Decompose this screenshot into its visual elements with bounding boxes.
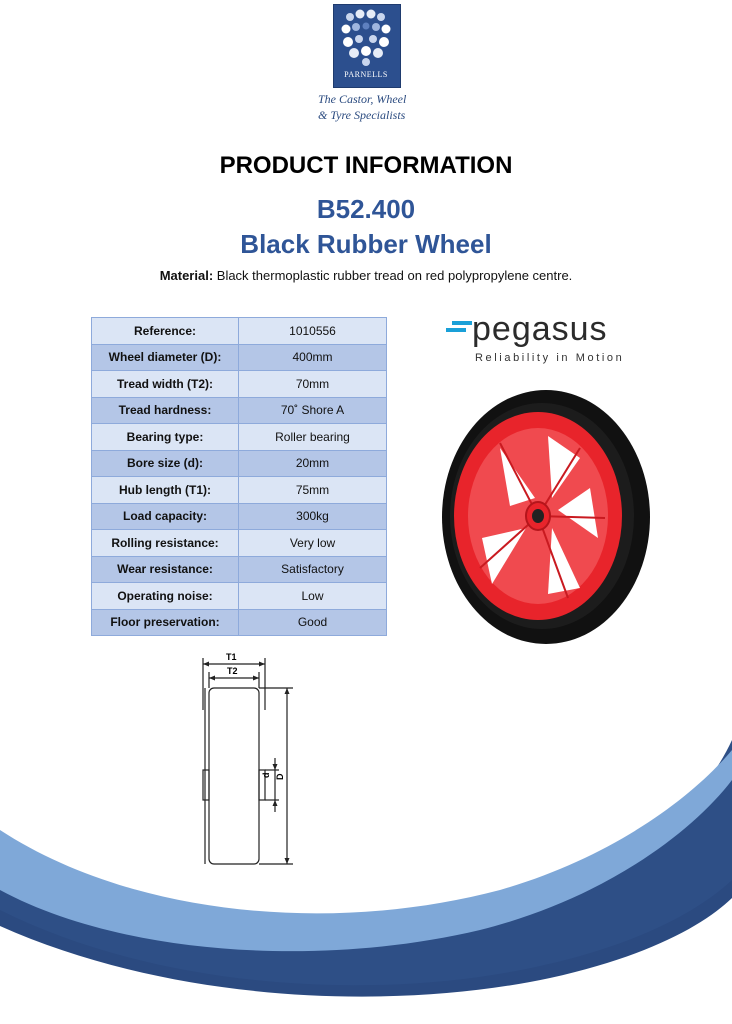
spec-value: 300kg <box>239 503 387 530</box>
pegasus-brand: pegasus <box>472 310 608 348</box>
wheel-image <box>440 388 652 646</box>
spec-value: Satisfactory <box>239 556 387 583</box>
footer-waves <box>0 740 732 1024</box>
spec-key: Rolling resistance: <box>92 530 239 557</box>
spec-value: Very low <box>239 530 387 557</box>
label-d-large: D <box>275 773 285 780</box>
label-t2: T2 <box>227 666 238 676</box>
label-t1: T1 <box>226 652 237 662</box>
spec-key: Load capacity: <box>92 503 239 530</box>
spec-row <box>92 583 387 610</box>
spec-key: Tread width (T2): <box>92 371 239 398</box>
spec-row <box>92 344 387 371</box>
spec-value: 400mm <box>239 344 387 371</box>
spec-key: Wear resistance: <box>92 556 239 583</box>
spec-row <box>92 556 387 583</box>
spec-row <box>92 530 387 557</box>
spec-row <box>92 450 387 477</box>
pegasus-logo-icon <box>446 318 472 340</box>
material-label: Material: <box>159 268 214 283</box>
spec-row <box>92 371 387 398</box>
spec-key: Reference: <box>92 318 239 345</box>
spec-key: Bore size (d): <box>92 450 239 477</box>
spec-row <box>92 397 387 424</box>
spec-key: Hub length (T1): <box>92 477 239 504</box>
spec-value: 20mm <box>239 450 387 477</box>
tagline-line-2: & Tyre Specialists <box>318 108 406 122</box>
logo-name: PARNELLS <box>344 70 388 79</box>
spec-value: Good <box>239 609 387 636</box>
spec-key: Floor preservation: <box>92 609 239 636</box>
pegasus-slogan: Reliability in Motion <box>475 352 625 364</box>
tagline-line-1: The Castor, Wheel <box>318 92 407 106</box>
spec-key: Tread hardness: <box>92 397 239 424</box>
spec-row <box>92 609 387 636</box>
spec-row <box>92 477 387 504</box>
product-code: B52.400 <box>316 194 416 224</box>
spec-value: Low <box>239 583 387 610</box>
spec-table <box>91 317 387 636</box>
spec-value: 70˚ Shore A <box>239 397 387 424</box>
spec-row <box>92 503 387 530</box>
spec-value: 70mm <box>239 371 387 398</box>
spec-row <box>92 318 387 345</box>
spec-key: Bearing type: <box>92 424 239 451</box>
spec-value: Roller bearing <box>239 424 387 451</box>
material-line <box>0 268 732 283</box>
material-text: Black thermoplastic rubber tread on red polypropylene centre. <box>213 268 573 283</box>
page-title: PRODUCT INFORMATION <box>219 152 513 179</box>
spec-value: 75mm <box>239 477 387 504</box>
label-d-small: d <box>261 772 271 778</box>
spec-row <box>92 424 387 451</box>
product-name: Black Rubber Wheel <box>240 229 492 259</box>
spec-key: Operating noise: <box>92 583 239 610</box>
logo-circles-icon <box>334 5 400 69</box>
spec-value: 1010556 <box>239 318 387 345</box>
spec-key: Wheel diameter (D): <box>92 344 239 371</box>
